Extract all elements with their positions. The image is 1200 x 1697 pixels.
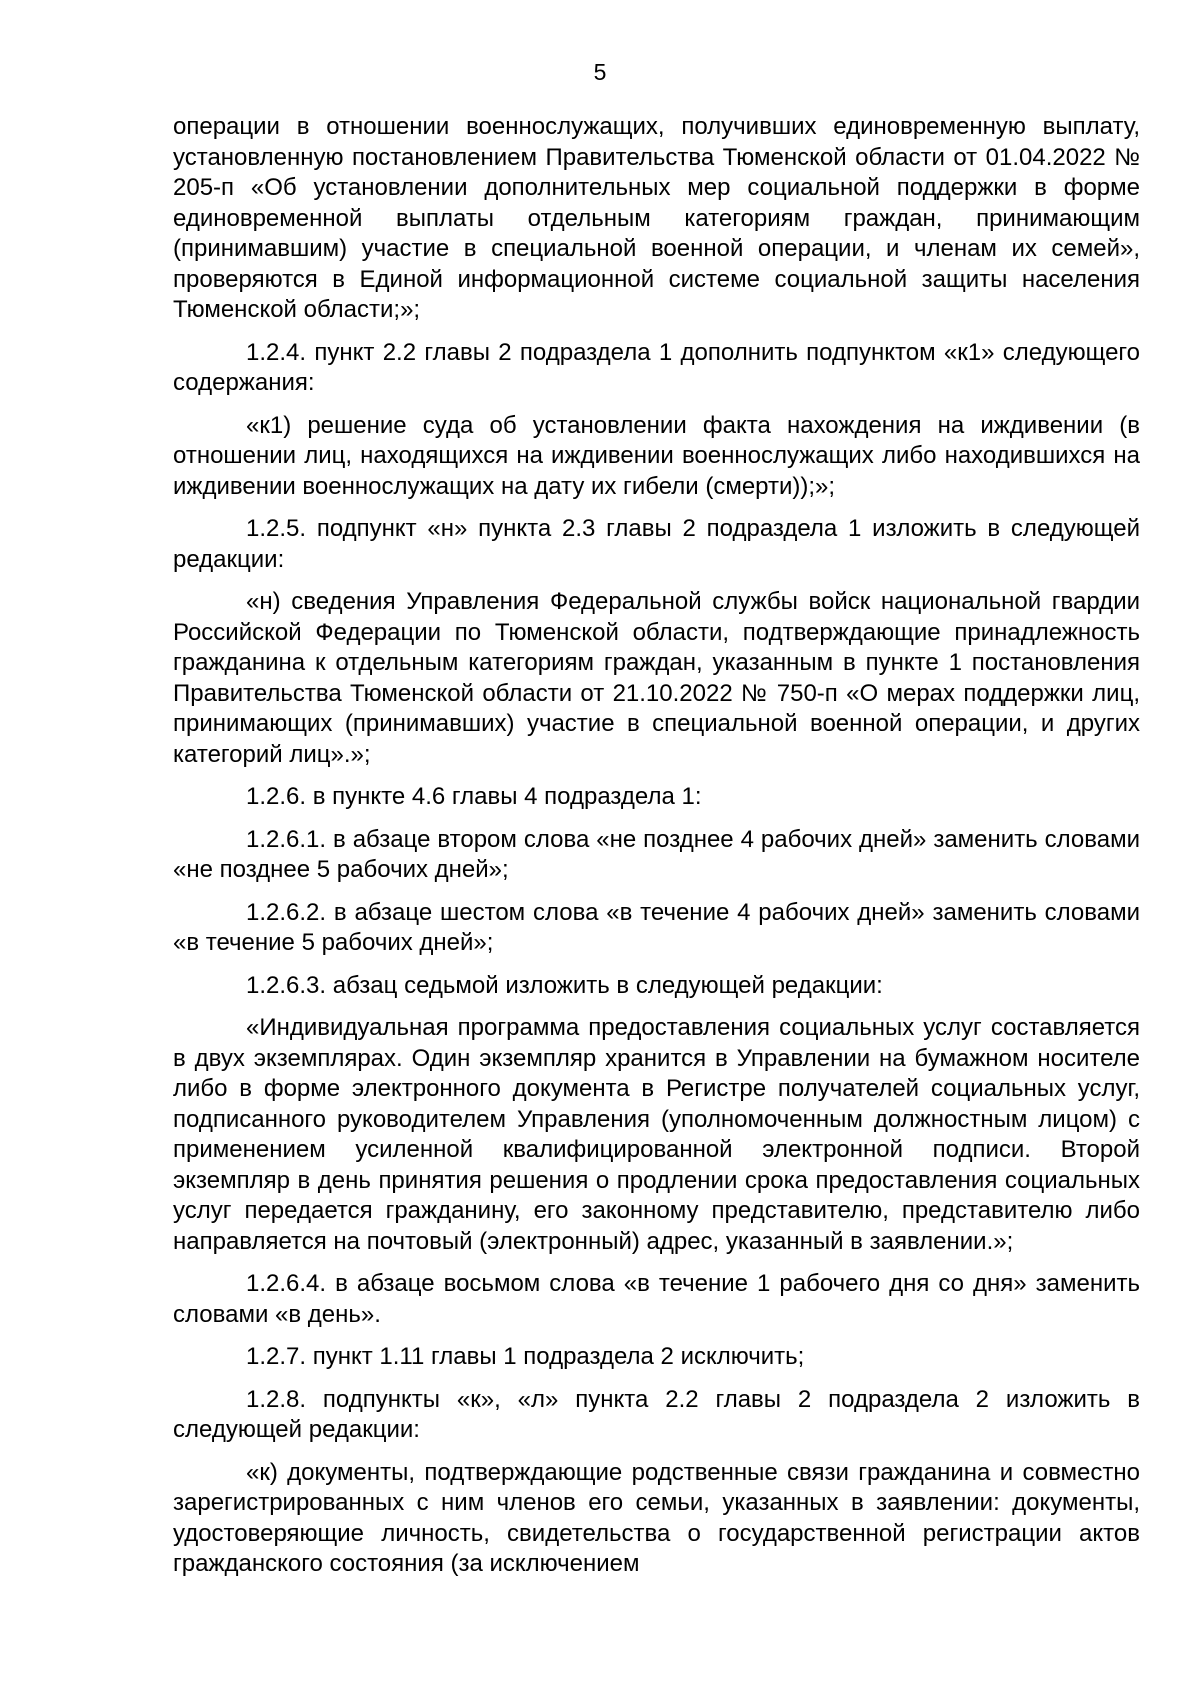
paragraph-k1-quote: «к1) решение суда об установлении факта нахождения на иждивении (в отношении лиц, находящихся на иждивении военнослужащих либо находившихся на иждивении военнослужащих на дату их гибели (смерти));»;: [173, 411, 1140, 500]
paragraph-1-2-8: 1.2.8. подпункты «к», «л» пункта 2.2 главы 2 подраздела 2 изложить в следующей редакции:: [173, 1385, 1140, 1443]
paragraph-k-quote: «к) документы, подтверждающие родственные связи гражданина и совместно зарегистрированных с ним членов его семьи, указанных в заявлении: документы, удостоверяющие личность, свидетельства о государственной регистрации актов гражданского состояния (за исключением: [173, 1458, 1140, 1577]
page-number: 5: [593, 59, 607, 85]
paragraph-n-quote: «н) сведения Управления Федеральной службы войск национальной гвардии Российской Федерации по Тюменской области, подтверждающие принадлежность гражданина к отдельным категориям граждан, указанным в пункте 1 постановления Правительства Тюменской области от 21.10.2022 № 750-п «О мерах поддержки лиц, принимающих (принимавших) участие в специальной военной операции, и других категорий лиц».»;: [173, 588, 1140, 768]
paragraph-1-2-6-3: 1.2.6.3. абзац седьмой изложить в следующей редакции:: [246, 971, 883, 999]
paragraph-1-2-4: 1.2.4. пункт 2.2 главы 2 подраздела 1 дополнить подпунктом «к1» следующего содержания:: [173, 338, 1140, 396]
paragraph-1-2-6-1: 1.2.6.1. в абзаце втором слова «не позднее 4 рабочих дней» заменить словами «не позднее 5 рабочих дней»;: [173, 825, 1140, 883]
paragraph-1-2-6: 1.2.6. в пункте 4.6 главы 4 подраздела 1:: [246, 783, 702, 810]
paragraph-1-2-6-2: 1.2.6.2. в абзаце шестом слова «в течение 4 рабочих дней» заменить словами «в течение 5 рабочих дней»;: [173, 898, 1140, 956]
paragraph-continuation: операции в отношении военнослужащих, получивших единовременную выплату, установленную постановлением Правительства Тюменской области от 01.04.2022 № 205-п «Об установлении дополнительных мер социальной поддержки в форме единовременной выплаты отдельным категориям граждан, принимающим (принимавшим) участие в специальной военной операции, и членам их семей», проверяются в Единой информационной системе социальной защиты населения Тюменской области;»;: [173, 113, 1140, 323]
paragraph-program-quote: «Индивидуальная программа предоставления социальных услуг составляется в двух экземплярах. Один экземпляр хранится в Управлении на бумажном носителе либо в форме электронного документа в Регистре получателей социальных услуг, подписанного руководителем Управления (уполномоченным должностным лицом) с применением усиленной квалифицированной электронной подписи. Второй экземпляр в день принятия решения о продлении срока предоставления социальных услуг передается гражданину, его законному представителю, представителю либо направляется на почтовый (электронный) адрес, указанный в заявлении.»;: [173, 1014, 1140, 1255]
document-body: [173, 112, 1140, 1580]
paragraph-1-2-5: 1.2.5. подпункт «н» пункта 2.3 главы 2 подраздела 1 изложить в следующей редакции:: [173, 515, 1140, 573]
paragraph-1-2-6-4: 1.2.6.4. в абзаце восьмом слова «в течение 1 рабочего дня со дня» заменить словами «в день».: [173, 1270, 1140, 1328]
paragraph-1-2-7: 1.2.7. пункт 1.11 главы 1 подраздела 2 исключить;: [246, 1343, 805, 1370]
